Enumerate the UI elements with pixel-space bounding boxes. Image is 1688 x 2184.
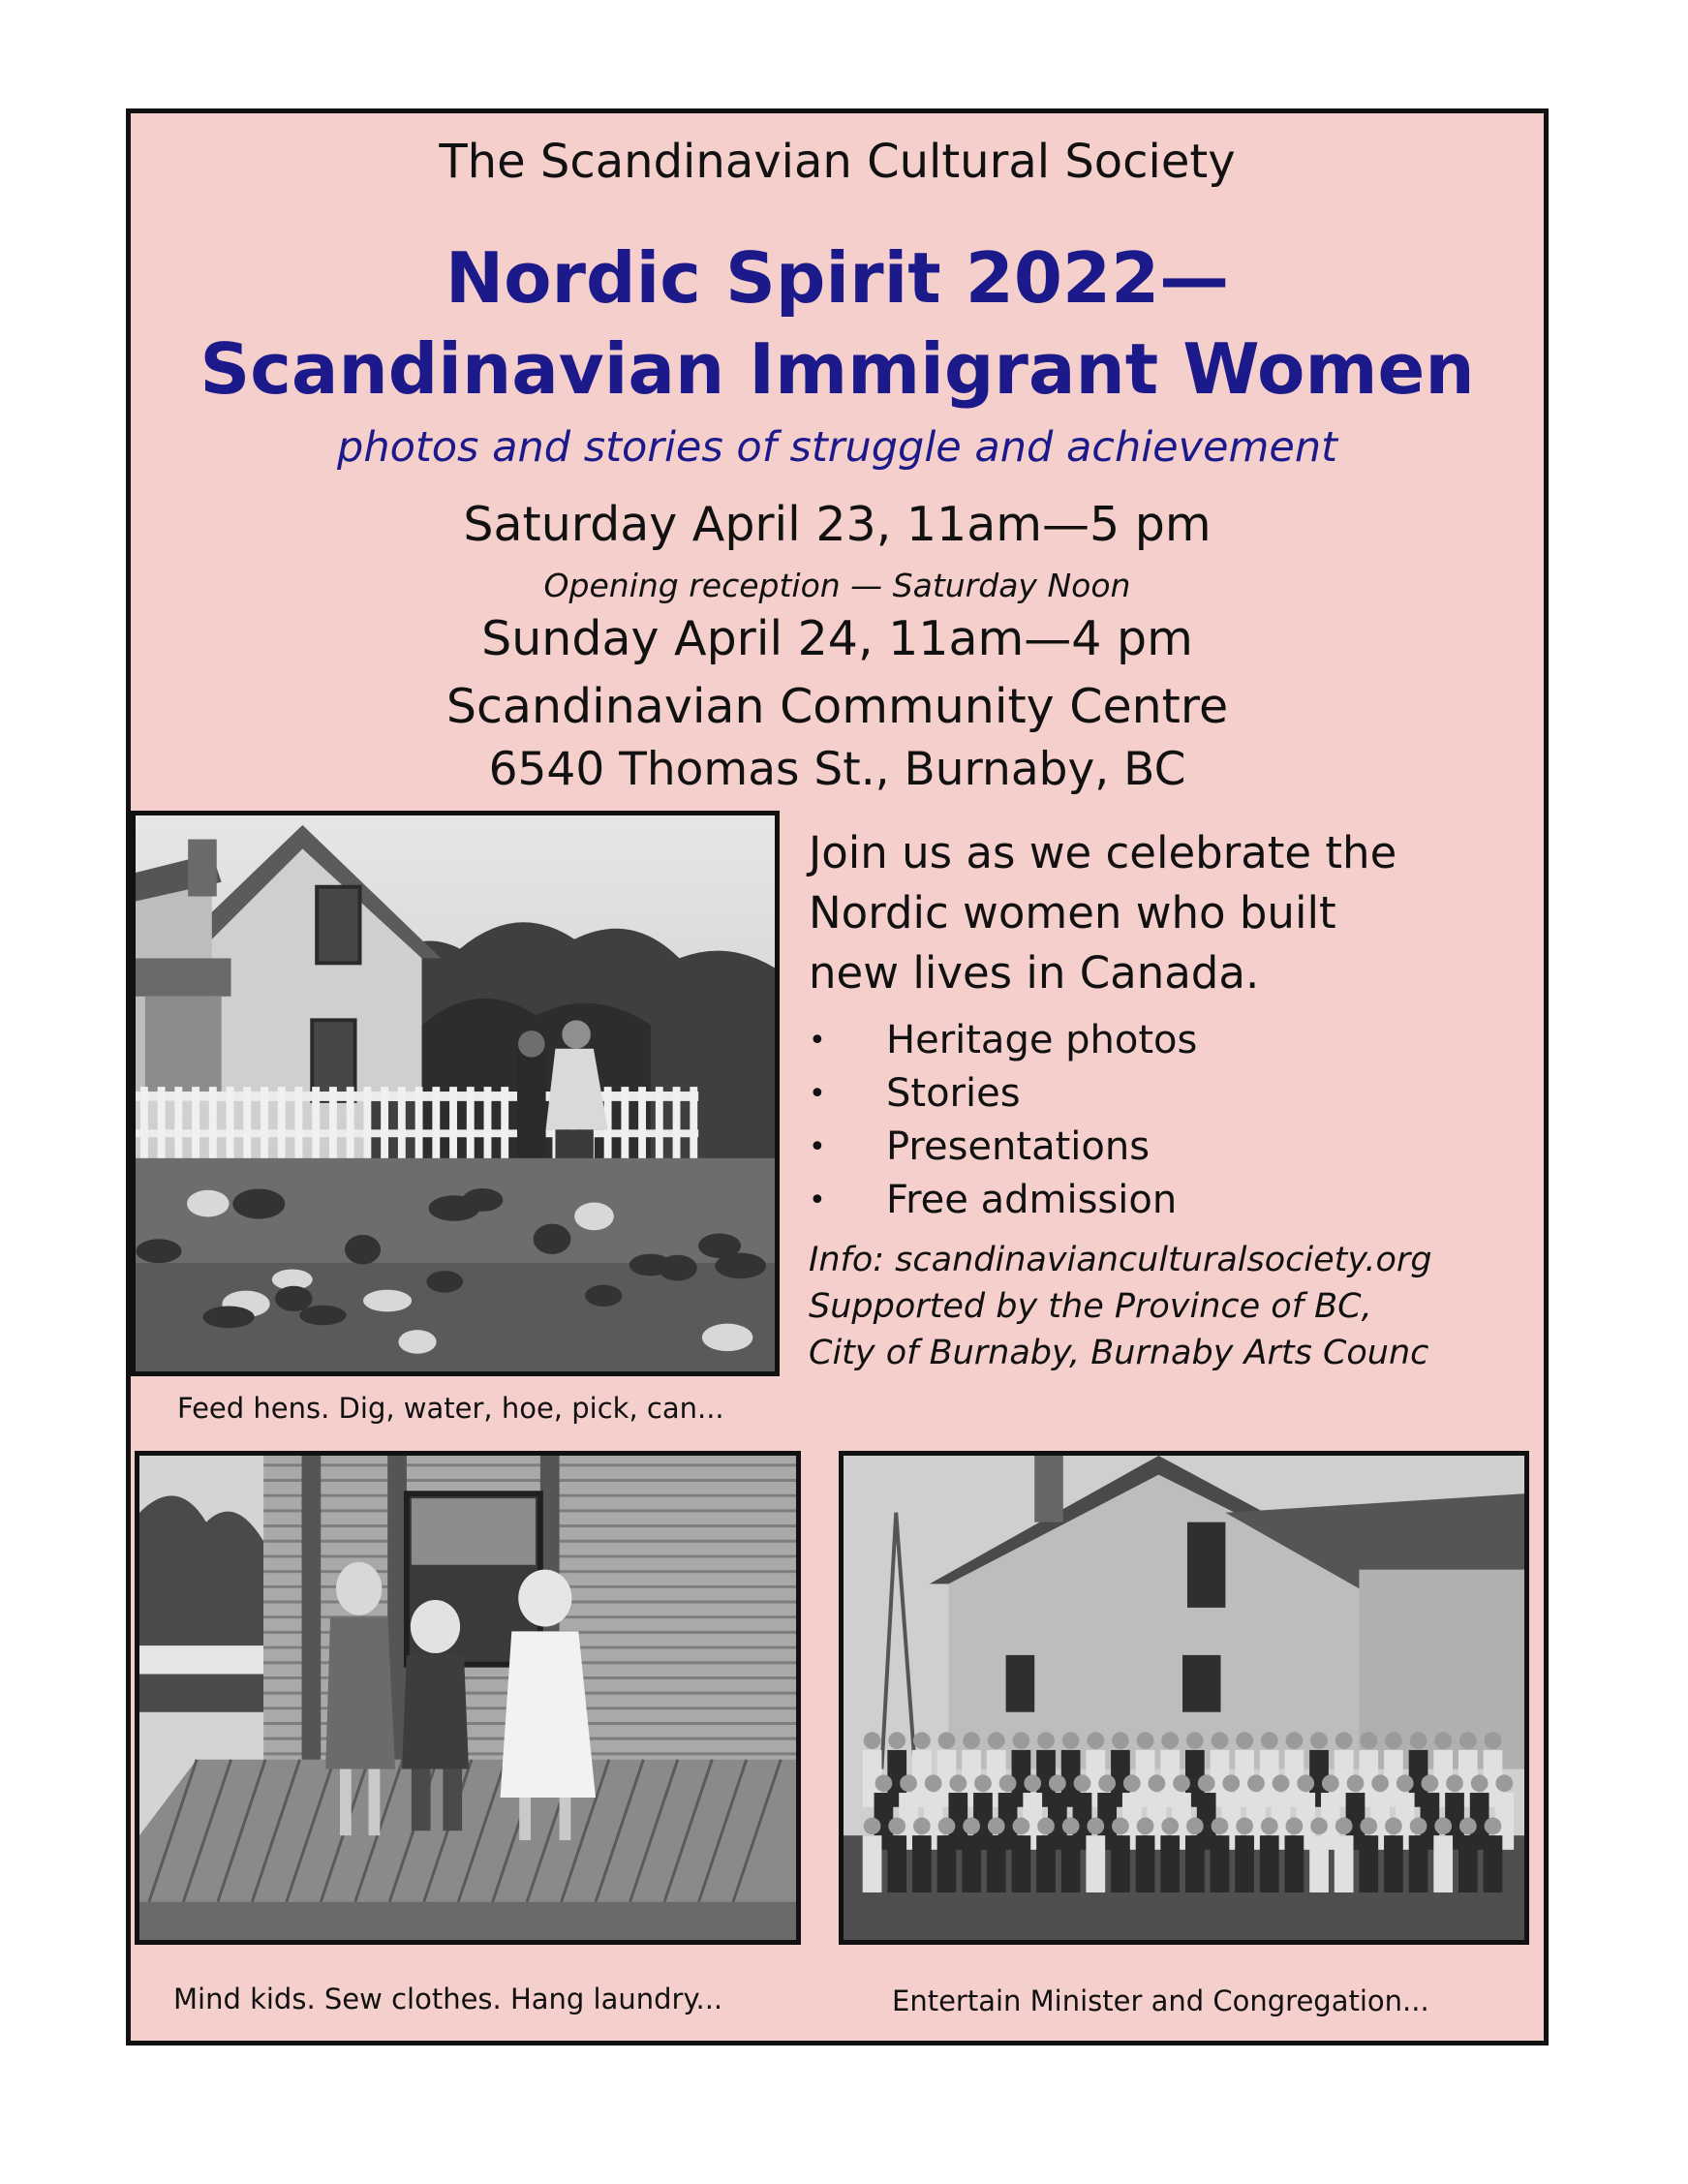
intro-line: Join us as we celebrate the (809, 827, 1397, 878)
event-tagline: photos and stories of struggle and achievement (337, 423, 1337, 472)
caption-chores: Feed hens. Dig, water, hoe, pick, can... (177, 1392, 724, 1425)
bullet-icon: • (809, 1024, 826, 1058)
bullet-icon: • (809, 1184, 826, 1217)
event-title-line2: Scandinavian Immigrant Women (199, 328, 1475, 410)
event-flyer (126, 108, 1549, 2046)
list-item: • Stories (809, 1067, 1197, 1121)
sponsor-line: City of Burnaby, Burnaby Arts Counc (809, 1334, 1429, 1372)
info-block (809, 1237, 1432, 1376)
sponsor-line: Supported by the Province of BC, (809, 1287, 1372, 1326)
list-item: • Presentations (809, 1121, 1197, 1174)
intro-text (809, 823, 1506, 1003)
list-item: • Heritage photos (809, 1014, 1197, 1067)
intro-line: Nordic women who built (809, 887, 1336, 938)
congregation-photo (839, 1451, 1529, 1945)
sunday-hours: Sunday April 24, 11am—4 pm (481, 611, 1193, 666)
event-title-line1: Nordic Spirit 2022— (445, 237, 1230, 319)
farmhouse-hens-photo (131, 811, 780, 1376)
children-porch-photo (135, 1451, 801, 1945)
feature-list (809, 1014, 1197, 1227)
saturday-hours: Saturday April 23, 11am—5 pm (463, 497, 1212, 552)
list-item: • Free admission (809, 1174, 1197, 1227)
venue-address: 6540 Thomas St., Burnaby, BC (488, 743, 1186, 796)
opening-reception: Opening reception — Saturday Noon (543, 567, 1131, 604)
bullet-icon: • (809, 1130, 826, 1164)
venue-name: Scandinavian Community Centre (445, 679, 1229, 734)
info-website: Info: scandinavianculturalsociety.org (809, 1241, 1432, 1279)
bullet-icon: • (809, 1077, 826, 1111)
caption-congregation: Entertain Minister and Congregation... (892, 1984, 1429, 2017)
caption-kids: Mind kids. Sew clothes. Hang laundry... (173, 1983, 723, 2015)
intro-line: new lives in Canada. (809, 947, 1260, 999)
organization-name: The Scandinavian Cultural Society (439, 135, 1236, 189)
